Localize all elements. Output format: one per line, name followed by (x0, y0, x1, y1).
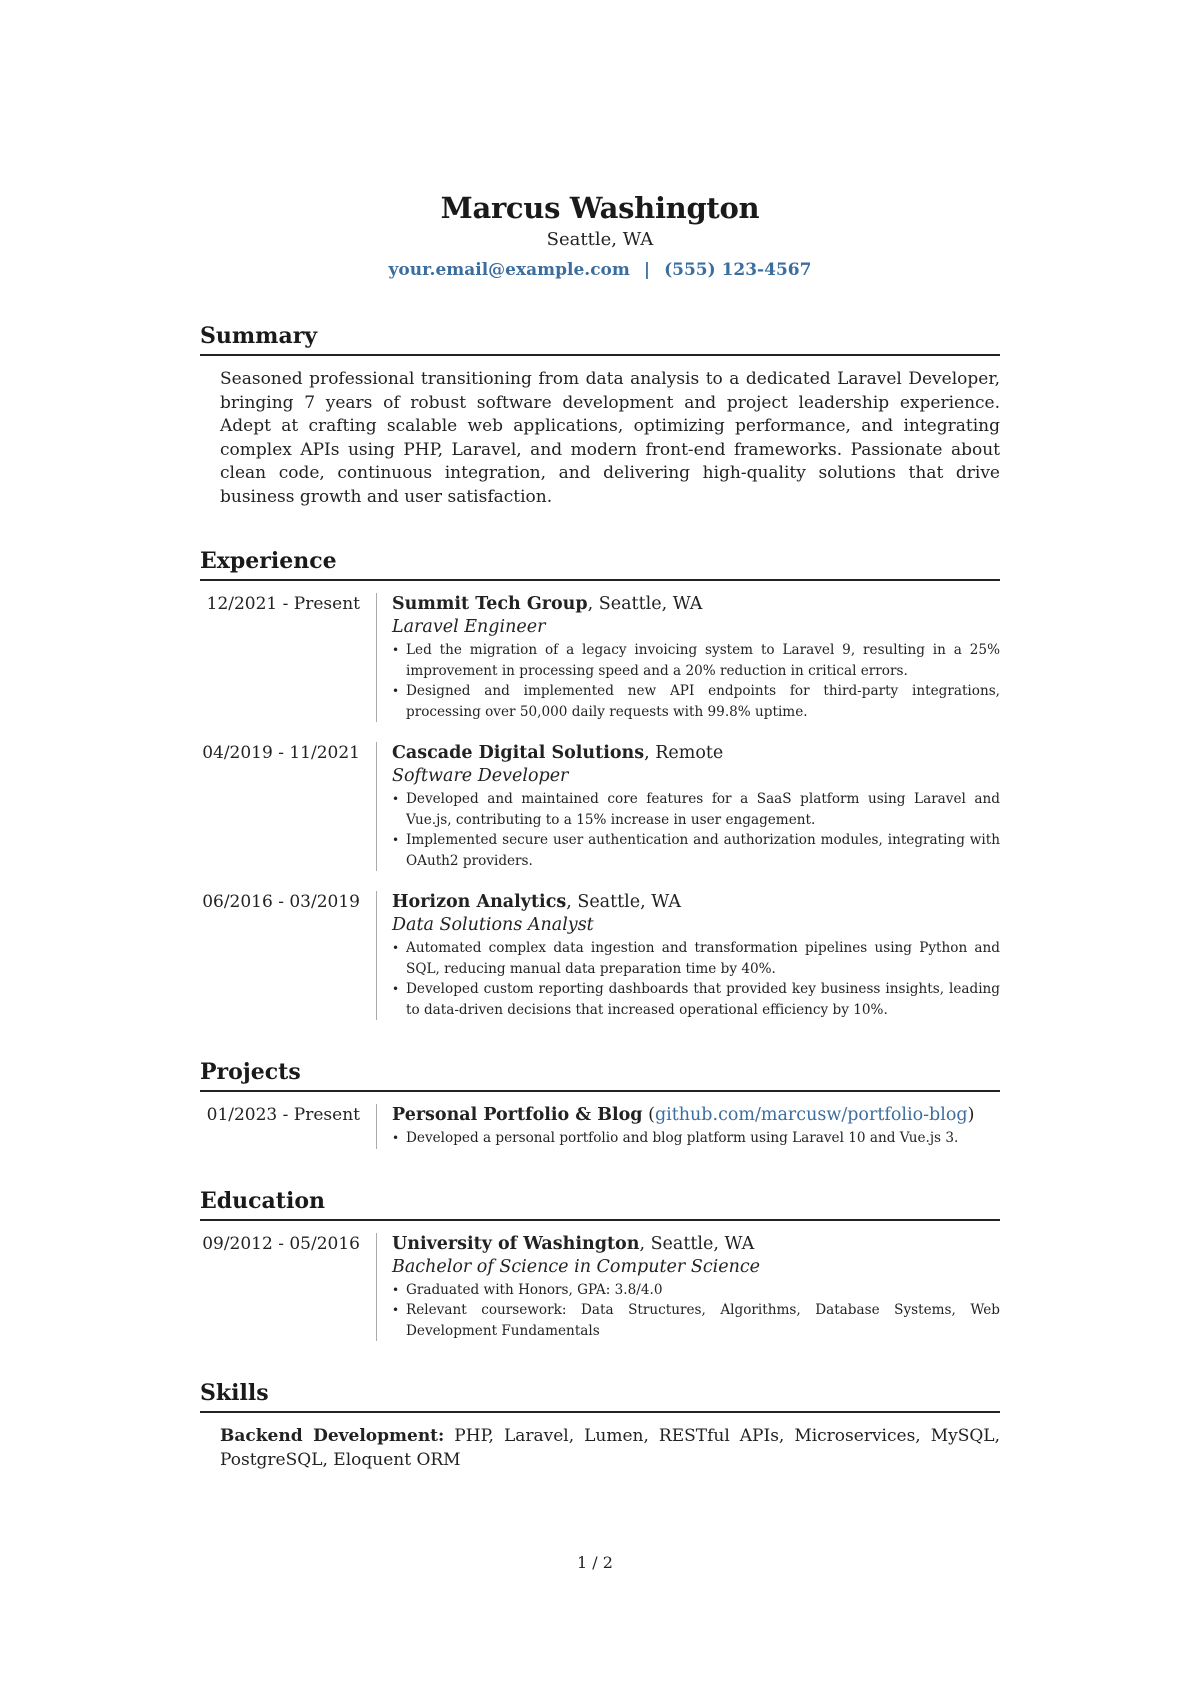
bullet-item: • Graduated with Honors, GPA: 3.8/4.0 (392, 1280, 1000, 1301)
company-name: Horizon Analytics (392, 892, 567, 912)
entry-date: 12/2021 - Present (206, 594, 360, 614)
skill-category: Backend Development: (220, 1426, 445, 1446)
bullet-item: • Implemented secure user authentication and authorization modules, integrating with OAuth2 providers. (392, 830, 1000, 871)
job-title: Software Developer (392, 766, 569, 786)
bullet-list (392, 938, 1000, 1020)
entry-date: 09/2012 - 05/2016 (202, 1233, 360, 1254)
bullet-item: • Developed and maintained core features for a SaaS platform using Laravel and Vue.js, contributing to a 15% increase in user engagement. (392, 789, 1000, 830)
phone-link[interactable]: (555) 123-4567 (664, 260, 812, 280)
entry-heading (392, 593, 1000, 616)
skills-section (200, 1379, 1000, 1472)
email-link[interactable]: your.email@example.com (388, 260, 630, 280)
experience-section (200, 547, 1000, 1020)
bullet-list (392, 1280, 1000, 1342)
section-title-education: Education (200, 1187, 1000, 1221)
resume-page (200, 190, 1000, 1472)
company-location: , Seattle, WA (566, 892, 682, 912)
entry-heading (392, 742, 1000, 765)
entry-date: 01/2023 - Present (206, 1105, 360, 1125)
job-title: Data Solutions Analyst (392, 915, 594, 935)
contact-line (200, 258, 1000, 282)
page-number: 1 / 2 (577, 1553, 613, 1572)
entry-body (376, 593, 1000, 722)
entry-body (376, 1104, 1000, 1149)
candidate-location: Seattle, WA (546, 229, 654, 250)
paren-close: ) (967, 1105, 975, 1125)
bullet-list (392, 640, 1000, 722)
summary-section (200, 322, 1000, 509)
bullet-item: • Relevant coursework: Data Structures, Algorithms, Database Systems, Web Development Fundamentals (392, 1300, 1000, 1341)
section-title-projects: Projects (200, 1058, 1000, 1092)
bullet-item: • Developed a personal portfolio and blog platform using Laravel 10 and Vue.js 3. (392, 1128, 1000, 1149)
project-name: Personal Portfolio & Blog (392, 1105, 643, 1125)
project-link[interactable]: github.com/marcusw/portfolio-blog (654, 1105, 968, 1125)
entry-heading (392, 891, 1000, 914)
bullet-item: • Led the migration of a legacy invoicing system to Laravel 9, resulting in a 25% improvement in processing speed and a 20% reduction in critical errors. (392, 640, 1000, 681)
candidate-name: Marcus Washington (440, 191, 760, 225)
section-title-skills: Skills (200, 1379, 1000, 1413)
company-location: , Seattle, WA (587, 594, 703, 614)
entry-body (376, 1233, 1000, 1342)
entry-heading (392, 1104, 1000, 1127)
experience-entry (200, 593, 1000, 722)
bullet-item: • Automated complex data ingestion and transformation pipelines using Python and SQL, reducing manual data preparation time by 40%. (392, 938, 1000, 979)
entry-body (376, 891, 1000, 1020)
section-title-experience: Experience (200, 547, 1000, 581)
entry-date: 04/2019 - 11/2021 (202, 743, 360, 763)
skills-line (220, 1425, 1000, 1472)
paren-open: ( (642, 1105, 655, 1125)
entry-body (376, 742, 1000, 871)
company-name: Summit Tech Group (392, 594, 588, 614)
job-title: Laravel Engineer (392, 617, 546, 637)
company-name: Cascade Digital Solutions (392, 743, 645, 763)
bullet-item: • Developed custom reporting dashboards that provided key business insights, leading to data-driven decisions that increased operational efficiency by 10%. (392, 979, 1000, 1020)
resume-header (200, 190, 1000, 282)
experience-entry (200, 891, 1000, 1020)
education-section (200, 1187, 1000, 1342)
company-location: , Remote (644, 743, 724, 763)
entry-date: 06/2016 - 03/2019 (202, 892, 360, 912)
section-title-summary: Summary (200, 322, 1000, 356)
bullet-list (392, 789, 1000, 871)
contact-separator: | (643, 260, 651, 280)
project-entry (200, 1104, 1000, 1149)
skill-items: PHP, Laravel, Lumen, RESTful APIs, Microservices, MySQL, PostgreSQL, Eloquent ORM (220, 1426, 1000, 1470)
experience-entry (200, 742, 1000, 871)
education-entry (200, 1233, 1000, 1342)
bullet-item: • Designed and implemented new API endpoints for third-party integrations, processing over 50,000 daily requests with 99.8% uptime. (392, 681, 1000, 722)
summary-text: Seasoned professional transitioning from data analysis to a dedicated Laravel Developer, bringing 7 years of robust software development and project leadership experience. Adept at crafting scalable web applications, optimizing performance, and integrating complex APIs using PHP, Laravel, and modern front-end frameworks. Passionate about clean code, continuous integration, and delivering high-quality solutions that drive business growth and user satisfaction. (220, 369, 1000, 507)
degree: Bachelor of Science in Computer Science (392, 1256, 761, 1277)
school-name: University of Washington (392, 1233, 640, 1254)
school-location: , Seattle, WA (639, 1233, 755, 1254)
entry-heading (392, 1233, 1000, 1256)
projects-section (200, 1058, 1000, 1149)
bullet-list (392, 1128, 1000, 1149)
